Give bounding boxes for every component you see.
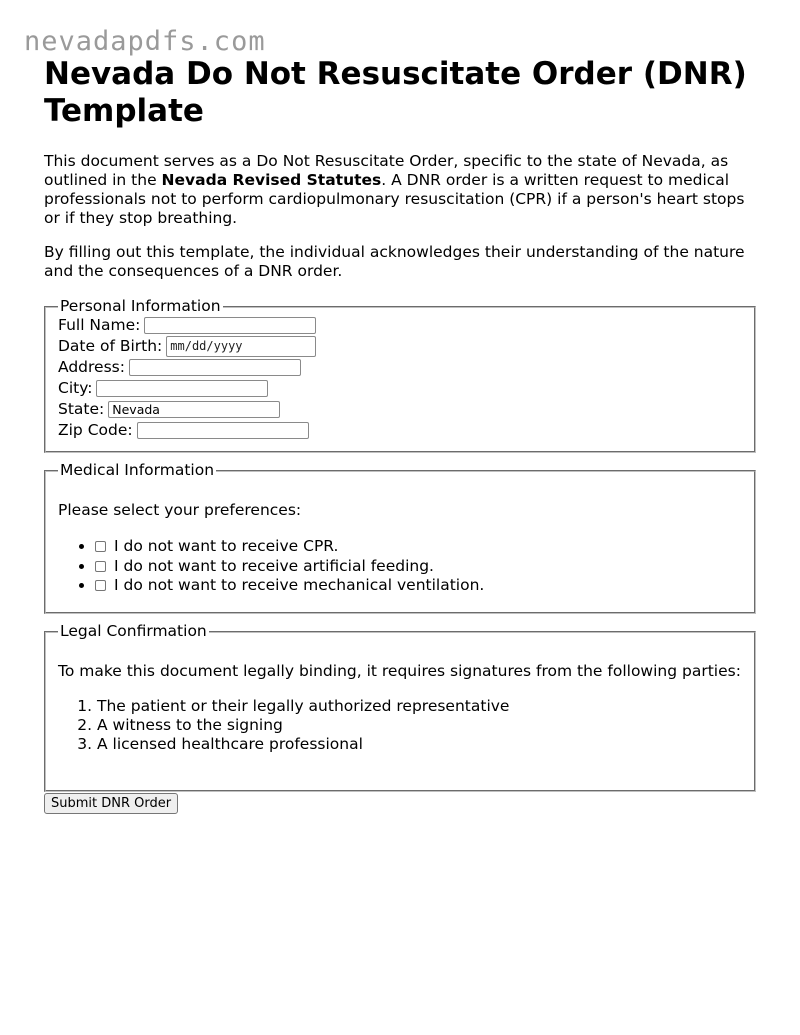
legal-confirmation-legend: Legal Confirmation	[60, 622, 207, 640]
personal-information-legend: Personal Information	[60, 297, 221, 315]
zip-label: Zip Code:	[58, 421, 133, 439]
city-label: City:	[58, 379, 93, 397]
full-name-row	[58, 315, 742, 336]
zip-row	[58, 420, 742, 441]
full-name-label: Full Name:	[58, 316, 141, 334]
legal-confirmation-section	[44, 623, 756, 792]
personal-information-section	[44, 298, 756, 453]
list-item	[95, 537, 742, 557]
state-input[interactable]	[108, 401, 280, 418]
city-input[interactable]	[96, 380, 268, 397]
dob-row	[58, 336, 742, 357]
preferences-list	[58, 537, 742, 596]
intro-paragraph: This document serves as a Do Not Resuscitate Order, specific to the state of Nevada, as outlined in the Nevada Revised Statutes. A DNR order is a written request to medical professionals not to perform cardiopulmonary resuscitation (CPR) if a person's heart stops or if they stop breathing.	[44, 152, 745, 227]
medical-information-legend: Medical Information	[60, 461, 215, 479]
medical-information-section	[44, 462, 756, 614]
full-name-input[interactable]	[144, 317, 316, 334]
dnr-form-page	[44, 56, 756, 814]
address-row	[58, 357, 742, 378]
acknowledgement-paragraph: By filling out this template, the individual acknowledges their understanding of the nature and the consequences of a DNR order.	[44, 243, 745, 280]
signatures-prompt: To make this document legally binding, it requires signatures from the following parties:	[58, 662, 741, 680]
preferences-prompt: Please select your preferences:	[58, 501, 302, 519]
dob-label: Date of Birth:	[58, 337, 163, 355]
mechanical-ventilation-checkbox[interactable]	[95, 580, 106, 591]
list-item: 2. A witness to the signing	[97, 716, 742, 735]
state-row	[58, 399, 742, 420]
statute-name: Nevada Revised Statutes	[161, 171, 382, 189]
address-label: Address:	[58, 358, 125, 376]
site-watermark: nevadapdfs.com	[24, 26, 266, 57]
mechanical-ventilation-option-label: I do not want to receive mechanical ventilation.	[114, 576, 485, 594]
cpr-option-label: I do not want to receive CPR.	[114, 537, 339, 555]
page-title: Nevada Do Not Resuscitate Order (DNR) Template	[44, 56, 747, 129]
artificial-feeding-option-label: I do not want to receive artificial feeding.	[114, 556, 434, 575]
list-item	[95, 557, 742, 577]
list-item	[95, 576, 742, 596]
submit-dnr-button[interactable]: Submit DNR Order	[44, 793, 178, 814]
city-row	[58, 378, 742, 399]
list-item: 1. The patient or their legally authorized representative	[97, 697, 742, 716]
address-input[interactable]	[129, 359, 301, 376]
state-label: State:	[58, 400, 105, 418]
signing-parties-list	[58, 697, 742, 754]
list-item: 3. A licensed healthcare professional	[97, 735, 742, 754]
zip-input[interactable]	[137, 422, 309, 439]
cpr-checkbox[interactable]	[95, 541, 106, 552]
dob-input[interactable]: mm/dd/yyyy	[166, 336, 316, 357]
artificial-feeding-checkbox[interactable]	[95, 561, 106, 572]
